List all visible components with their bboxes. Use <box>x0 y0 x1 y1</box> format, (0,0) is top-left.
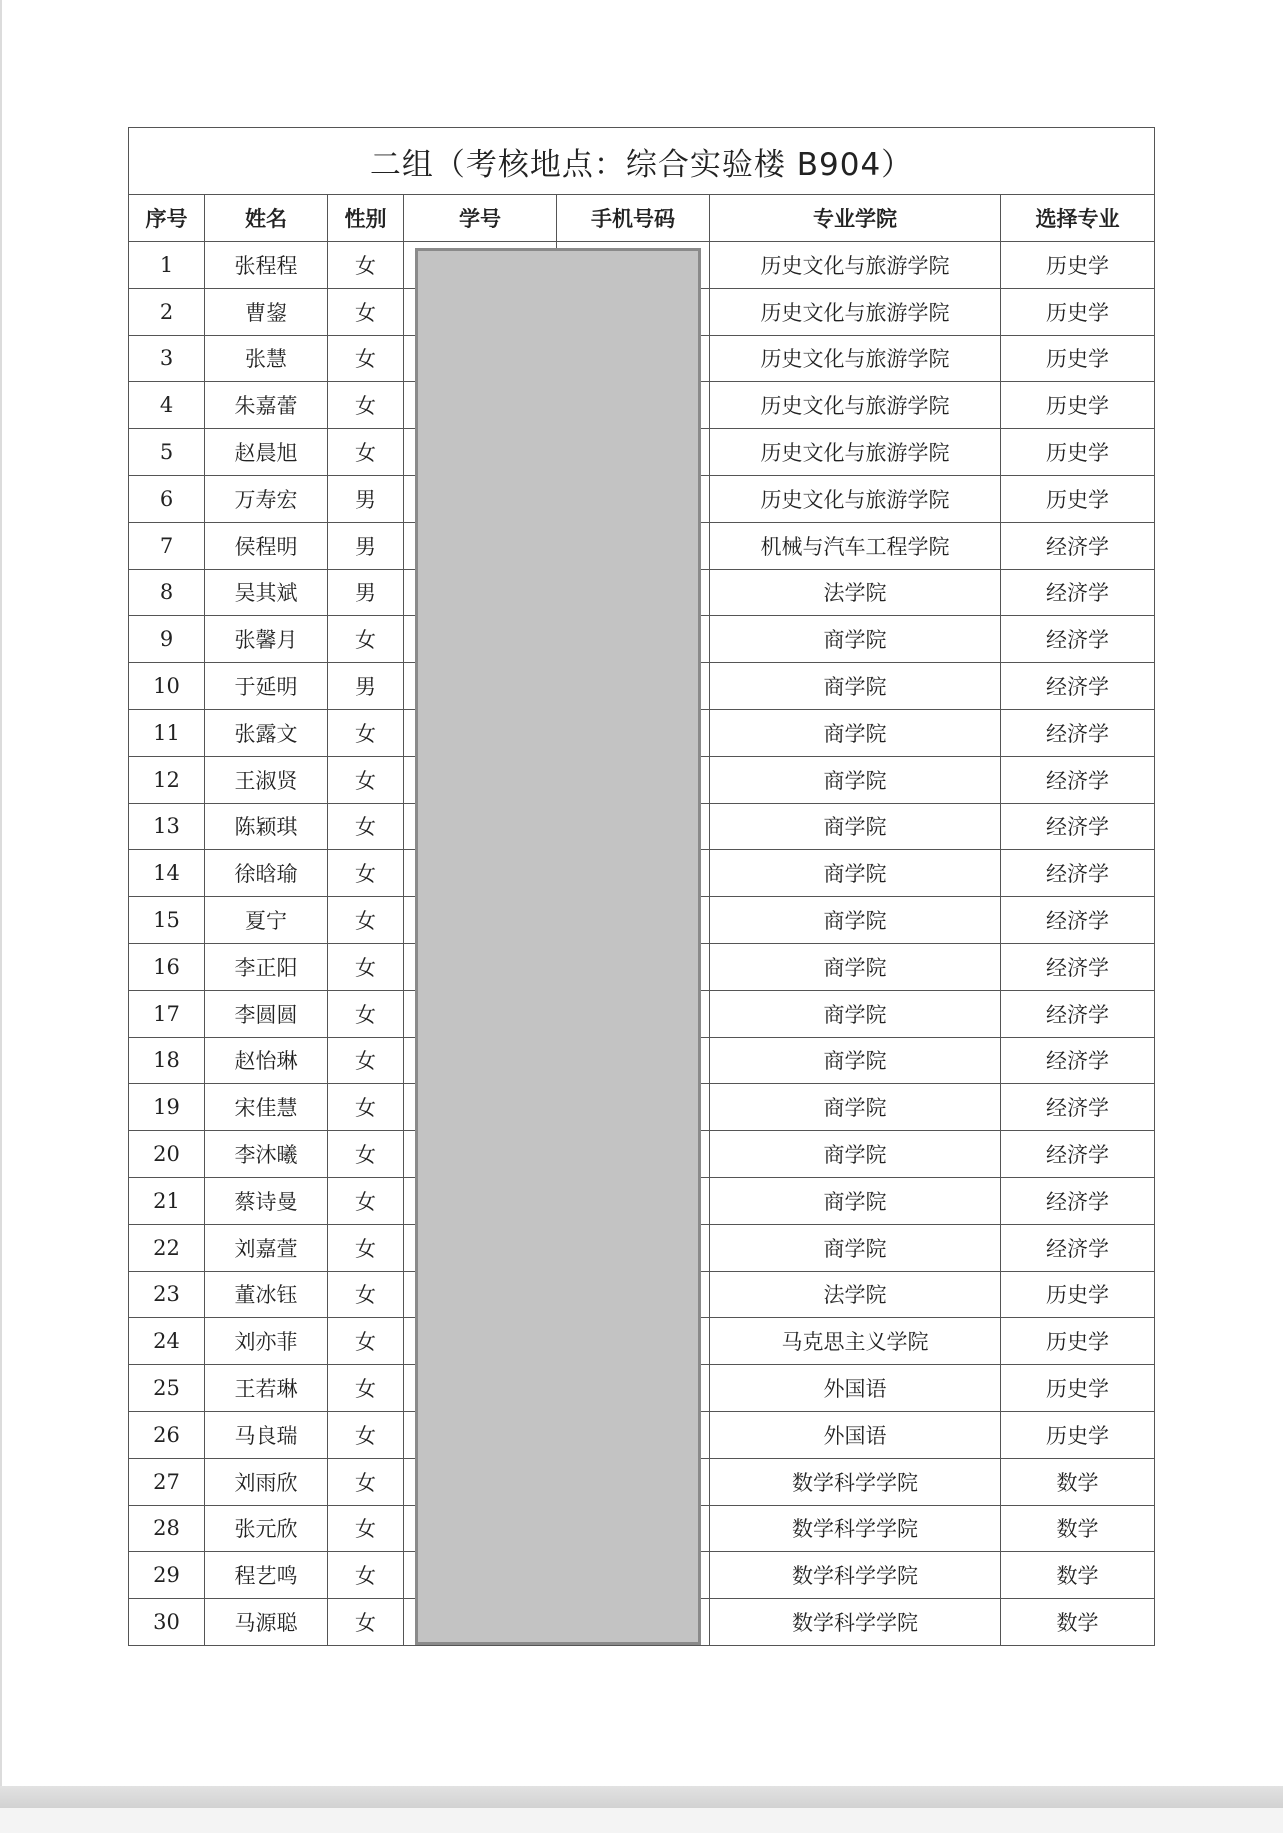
row-gender: 女 <box>328 429 404 476</box>
row-major: 经济学 <box>1001 1177 1155 1224</box>
row-gender: 女 <box>328 803 404 850</box>
row-gender: 女 <box>328 1084 404 1131</box>
row-major: 数学 <box>1001 1552 1155 1599</box>
row-college: 数学科学学院 <box>710 1552 1001 1599</box>
row-name: 李沐曦 <box>205 1131 328 1178</box>
row-gender: 女 <box>328 943 404 990</box>
row-name: 王淑贤 <box>205 756 328 803</box>
row-gender: 女 <box>328 1552 404 1599</box>
row-major: 经济学 <box>1001 569 1155 616</box>
row-college: 商学院 <box>710 943 1001 990</box>
row-major: 经济学 <box>1001 663 1155 710</box>
row-gender: 女 <box>328 756 404 803</box>
row-no: 24 <box>129 1318 205 1365</box>
row-major: 经济学 <box>1001 1084 1155 1131</box>
redaction-block <box>415 248 701 1645</box>
row-college: 商学院 <box>710 897 1001 944</box>
row-name: 王若琳 <box>205 1365 328 1412</box>
header-no: 序号 <box>129 195 205 242</box>
row-college: 数学科学学院 <box>710 1599 1001 1646</box>
row-gender: 女 <box>328 1411 404 1458</box>
row-major: 历史学 <box>1001 335 1155 382</box>
row-major: 历史学 <box>1001 242 1155 289</box>
row-name: 万寿宏 <box>205 475 328 522</box>
row-college: 历史文化与旅游学院 <box>710 429 1001 476</box>
row-no: 19 <box>129 1084 205 1131</box>
row-no: 11 <box>129 709 205 756</box>
header-row <box>129 195 1155 242</box>
header-name: 姓名 <box>205 195 328 242</box>
row-gender: 男 <box>328 663 404 710</box>
row-name: 马源聪 <box>205 1599 328 1646</box>
row-gender: 女 <box>328 1505 404 1552</box>
row-no: 28 <box>129 1505 205 1552</box>
row-no: 30 <box>129 1599 205 1646</box>
row-college: 马克思主义学院 <box>710 1318 1001 1365</box>
row-name: 张程程 <box>205 242 328 289</box>
row-no: 5 <box>129 429 205 476</box>
row-name: 张馨月 <box>205 616 328 663</box>
row-college: 历史文化与旅游学院 <box>710 335 1001 382</box>
row-name: 于延明 <box>205 663 328 710</box>
row-gender: 女 <box>328 242 404 289</box>
row-no: 18 <box>129 1037 205 1084</box>
row-major: 经济学 <box>1001 522 1155 569</box>
row-major: 数学 <box>1001 1505 1155 1552</box>
row-name: 侯程明 <box>205 522 328 569</box>
row-no: 12 <box>129 756 205 803</box>
row-college: 法学院 <box>710 1271 1001 1318</box>
row-gender: 男 <box>328 569 404 616</box>
row-no: 15 <box>129 897 205 944</box>
row-no: 3 <box>129 335 205 382</box>
row-gender: 女 <box>328 709 404 756</box>
row-major: 经济学 <box>1001 990 1155 1037</box>
row-college: 商学院 <box>710 709 1001 756</box>
row-major: 经济学 <box>1001 897 1155 944</box>
row-gender: 女 <box>328 1037 404 1084</box>
row-college: 外国语 <box>710 1411 1001 1458</box>
row-major: 经济学 <box>1001 1037 1155 1084</box>
row-gender: 女 <box>328 1318 404 1365</box>
row-major: 历史学 <box>1001 1411 1155 1458</box>
row-major: 历史学 <box>1001 288 1155 335</box>
row-no: 21 <box>129 1177 205 1224</box>
row-no: 20 <box>129 1131 205 1178</box>
row-name: 马良瑞 <box>205 1411 328 1458</box>
row-gender: 女 <box>328 1599 404 1646</box>
row-college: 外国语 <box>710 1365 1001 1412</box>
row-no: 2 <box>129 288 205 335</box>
row-no: 7 <box>129 522 205 569</box>
header-college: 专业学院 <box>710 195 1001 242</box>
row-no: 9 <box>129 616 205 663</box>
row-major: 历史学 <box>1001 475 1155 522</box>
row-no: 25 <box>129 1365 205 1412</box>
row-major: 历史学 <box>1001 429 1155 476</box>
row-college: 商学院 <box>710 1224 1001 1271</box>
row-no: 1 <box>129 242 205 289</box>
row-name: 刘嘉萱 <box>205 1224 328 1271</box>
row-name: 朱嘉蕾 <box>205 382 328 429</box>
row-gender: 女 <box>328 288 404 335</box>
row-name: 宋佳慧 <box>205 1084 328 1131</box>
row-name: 陈颖琪 <box>205 803 328 850</box>
row-name: 曹鋆 <box>205 288 328 335</box>
row-gender: 男 <box>328 475 404 522</box>
header-major: 选择专业 <box>1001 195 1155 242</box>
row-name: 李正阳 <box>205 943 328 990</box>
row-major: 经济学 <box>1001 756 1155 803</box>
row-college: 商学院 <box>710 756 1001 803</box>
row-major: 历史学 <box>1001 382 1155 429</box>
row-major: 经济学 <box>1001 1224 1155 1271</box>
row-gender: 女 <box>328 990 404 1037</box>
row-major: 历史学 <box>1001 1365 1155 1412</box>
row-name: 张元欣 <box>205 1505 328 1552</box>
row-name: 蔡诗曼 <box>205 1177 328 1224</box>
row-name: 夏宁 <box>205 897 328 944</box>
row-major: 经济学 <box>1001 803 1155 850</box>
row-name: 刘雨欣 <box>205 1458 328 1505</box>
row-name: 吴其斌 <box>205 569 328 616</box>
row-no: 23 <box>129 1271 205 1318</box>
row-gender: 女 <box>328 1131 404 1178</box>
row-no: 4 <box>129 382 205 429</box>
row-no: 22 <box>129 1224 205 1271</box>
row-name: 徐晗瑜 <box>205 850 328 897</box>
row-no: 17 <box>129 990 205 1037</box>
row-college: 机械与汽车工程学院 <box>710 522 1001 569</box>
row-gender: 女 <box>328 1271 404 1318</box>
table-title: 二组（考核地点：综合实验楼 B904） <box>129 128 1155 195</box>
row-gender: 女 <box>328 1365 404 1412</box>
row-no: 8 <box>129 569 205 616</box>
row-name: 赵晨旭 <box>205 429 328 476</box>
row-major: 经济学 <box>1001 943 1155 990</box>
row-name: 董冰钰 <box>205 1271 328 1318</box>
row-college: 商学院 <box>710 1084 1001 1131</box>
row-gender: 女 <box>328 1177 404 1224</box>
row-name: 程艺鸣 <box>205 1552 328 1599</box>
row-no: 14 <box>129 850 205 897</box>
row-major: 数学 <box>1001 1458 1155 1505</box>
row-gender: 女 <box>328 850 404 897</box>
row-major: 经济学 <box>1001 709 1155 756</box>
row-no: 16 <box>129 943 205 990</box>
row-no: 6 <box>129 475 205 522</box>
row-no: 10 <box>129 663 205 710</box>
row-gender: 女 <box>328 897 404 944</box>
row-gender: 女 <box>328 382 404 429</box>
row-college: 历史文化与旅游学院 <box>710 382 1001 429</box>
row-college: 商学院 <box>710 803 1001 850</box>
row-college: 数学科学学院 <box>710 1458 1001 1505</box>
row-college: 法学院 <box>710 569 1001 616</box>
row-gender: 女 <box>328 1224 404 1271</box>
row-major: 数学 <box>1001 1599 1155 1646</box>
row-gender: 女 <box>328 616 404 663</box>
row-no: 27 <box>129 1458 205 1505</box>
row-college: 商学院 <box>710 663 1001 710</box>
row-college: 历史文化与旅游学院 <box>710 475 1001 522</box>
row-major: 历史学 <box>1001 1318 1155 1365</box>
row-college: 商学院 <box>710 616 1001 663</box>
row-no: 13 <box>129 803 205 850</box>
row-college: 商学院 <box>710 1037 1001 1084</box>
row-college: 商学院 <box>710 990 1001 1037</box>
header-gender: 性别 <box>328 195 404 242</box>
row-gender: 男 <box>328 522 404 569</box>
row-college: 商学院 <box>710 1177 1001 1224</box>
row-major: 经济学 <box>1001 850 1155 897</box>
row-name: 张慧 <box>205 335 328 382</box>
header-student-id: 学号 <box>404 195 557 242</box>
row-major: 经济学 <box>1001 616 1155 663</box>
row-gender: 女 <box>328 335 404 382</box>
row-major: 历史学 <box>1001 1271 1155 1318</box>
row-college: 历史文化与旅游学院 <box>710 242 1001 289</box>
row-gender: 女 <box>328 1458 404 1505</box>
row-college: 数学科学学院 <box>710 1505 1001 1552</box>
row-name: 刘亦菲 <box>205 1318 328 1365</box>
row-name: 张露文 <box>205 709 328 756</box>
row-no: 29 <box>129 1552 205 1599</box>
row-name: 李圆圆 <box>205 990 328 1037</box>
row-college: 商学院 <box>710 850 1001 897</box>
page-bottom-shadow <box>0 1786 1283 1808</box>
row-name: 赵怡琳 <box>205 1037 328 1084</box>
page-edge <box>0 0 2 1790</box>
row-college: 历史文化与旅游学院 <box>710 288 1001 335</box>
page-bottom-strip <box>0 1808 1283 1833</box>
row-major: 经济学 <box>1001 1131 1155 1178</box>
header-phone: 手机号码 <box>557 195 710 242</box>
row-no: 26 <box>129 1411 205 1458</box>
row-college: 商学院 <box>710 1131 1001 1178</box>
